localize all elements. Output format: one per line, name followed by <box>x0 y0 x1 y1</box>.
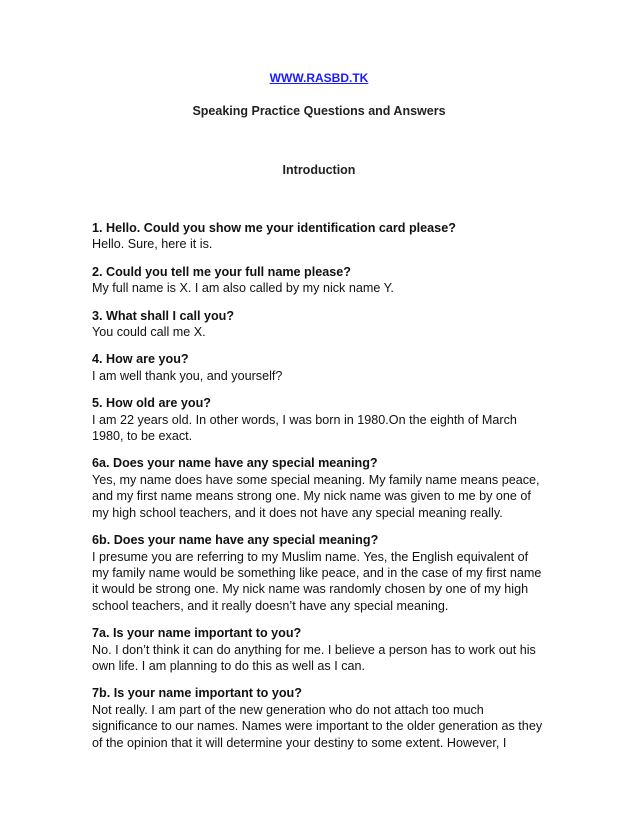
question: 1. Hello. Could you show me your identification card please? <box>92 221 456 235</box>
question: 5. How old are you? <box>92 396 211 411</box>
answer-line: Hello. Sure, here it is. <box>92 237 213 252</box>
answer <box>92 642 562 675</box>
qa-item <box>92 308 562 341</box>
answer <box>92 702 562 751</box>
qa-item <box>92 455 562 521</box>
section-title: Introduction <box>282 163 356 177</box>
answer-line: My full name is X. I am also called by my nick name Y. <box>92 281 394 296</box>
question: 6a. Does your name have any special meaning? <box>92 456 378 471</box>
answer-line: I am well thank you, and yourself? <box>92 368 283 383</box>
qa-item <box>92 220 562 253</box>
answer <box>92 280 562 296</box>
answer-line: and my first name means strong one. My nick name was given to me by one of <box>92 489 531 504</box>
site-link[interactable]: WWW.RASBD.TK <box>269 71 369 85</box>
answer-line: school teachers, and it really doesn’t have any special meaning. <box>92 598 449 613</box>
document-title: Speaking Practice Questions and Answers <box>192 104 446 118</box>
question: 7a. Is your name important to you? <box>92 626 302 641</box>
question: 7b. Is your name important to you? <box>92 686 302 701</box>
answer-line: I presume you are referring to my Muslim name. Yes, the English equivalent of <box>92 549 529 564</box>
question: 2. Could you tell me your full name please? <box>92 264 351 279</box>
answer-line: significance to our names. Names were important to the older generation as they <box>92 719 543 734</box>
answer-line: my family name would be something like peace, and in the case of my first name <box>92 565 542 580</box>
qa-item <box>92 395 562 444</box>
qa-item <box>92 351 562 384</box>
answer <box>92 368 562 384</box>
answer-line: No. I don’t think it can do anything for me. I believe a person has to work out his <box>92 642 536 657</box>
qa-item <box>92 625 562 674</box>
qa-item <box>92 685 562 751</box>
qa-item <box>92 532 562 614</box>
answer-line: my high school teachers, and it does not have any special meaning really. <box>92 505 503 520</box>
answer <box>92 236 562 252</box>
answer <box>92 549 562 615</box>
question: 4. How are you? <box>92 352 189 367</box>
answer-line: it would be strong one. My nick name was randomly chosen by one of my high <box>92 582 529 597</box>
answer <box>92 472 562 521</box>
qa-item <box>92 264 562 297</box>
answer-line: Not really. I am part of the new generation who do not attach too much <box>92 702 484 717</box>
answer-line: 1980, to be exact. <box>92 429 193 444</box>
question: 3. What shall I call you? <box>92 308 235 323</box>
answer <box>92 412 562 445</box>
answer-line: I am 22 years old. In other words, I was born in 1980.On the eighth of March <box>92 412 517 427</box>
question: 6b. Does your name have any special meaning? <box>92 533 379 548</box>
answer-line: of the opinion that it will determine your destiny to some extent. However, I <box>92 735 507 750</box>
answer-line: Yes, my name does have some special meaning. My family name means peace, <box>92 472 540 487</box>
answer-line: You could call me X. <box>92 325 206 340</box>
answer-line: own life. I am planning to do this as well as I can. <box>92 658 366 673</box>
answer <box>92 324 562 340</box>
qa-list <box>92 220 562 762</box>
